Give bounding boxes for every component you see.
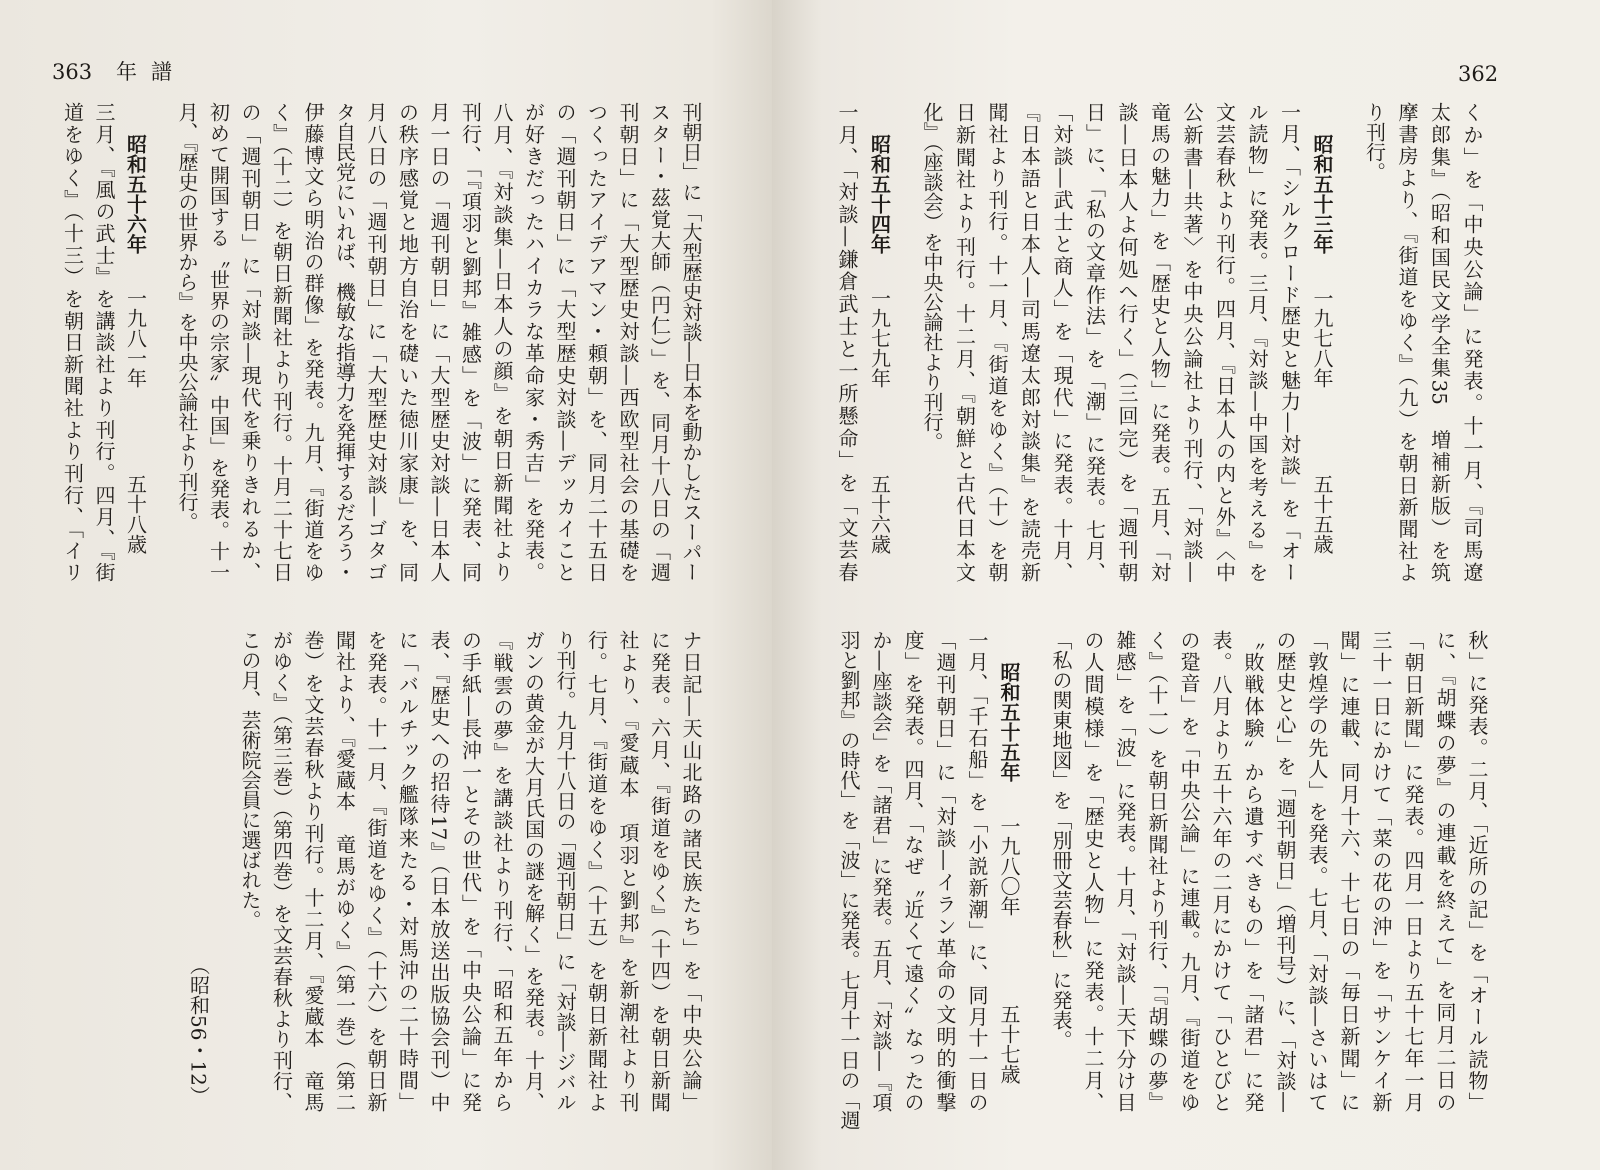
year-heading bbox=[119, 102, 151, 582]
text-column: 月八日の「週刊朝日」に「大型歴史対談―ゴタゴ bbox=[364, 102, 388, 582]
text-column: に、『胡蝶の夢』の連載を終えて」を同月二日の bbox=[1433, 630, 1457, 1112]
text-column: り刊行。九月十八日の「週刊朝日」に「対談―ジバル bbox=[553, 630, 577, 1112]
text-column: り刊行。 bbox=[1362, 102, 1387, 182]
text-column: 初めて開国する〝世界の宗家〟中国」を発表。十一 bbox=[206, 102, 231, 582]
text-column: がゆく』（第三巻）（第四巻）を文芸春秋より刊行、 bbox=[269, 630, 294, 1112]
page-number-left: 363 bbox=[52, 60, 93, 84]
text-column: 社より、『愛蔵本 項羽と劉邦』を新潮社より刊 bbox=[616, 630, 640, 1112]
text-column: の跫音」を「中央公論」に連載。九月、『街道をゆ bbox=[1177, 630, 1201, 1112]
text-column: 「私の関東地図」を「別冊文芸春秋」に発表。 bbox=[1049, 630, 1073, 1050]
western-year: 一九七九年 bbox=[867, 288, 892, 388]
right-page-lower-tier bbox=[813, 630, 1493, 1130]
year-heading bbox=[863, 102, 896, 582]
text-column: に「バルチック艦隊来たる・対馬沖の二十時間」 bbox=[395, 630, 420, 1112]
text-column: つくったアイデアマン・頼朝」を、同月二十五日 bbox=[584, 102, 609, 582]
left-page-lower-tier bbox=[146, 630, 706, 1112]
text-column: 「対談―武士と商人」を「現代」に発表。十月、 bbox=[1050, 102, 1074, 582]
text-column: 道をゆく』（十三）を朝日新聞社より刊行、「イリ bbox=[60, 102, 85, 582]
text-column: 日新聞社より刊行。十二月、『朝鮮と古代日本文 bbox=[952, 102, 977, 582]
age: 五十八歳 bbox=[123, 474, 148, 554]
year-heading bbox=[993, 630, 1025, 1112]
text-column: に発表。六月、『街道をゆく』（十四）を朝日新聞 bbox=[647, 630, 672, 1112]
text-column: 『戦雲の夢』を講談社より刊行、「昭和五年から bbox=[490, 630, 514, 1112]
left-page-upper-tier bbox=[41, 102, 706, 582]
text-column: 行。七月、『街道をゆく』（十五）を朝日新聞社よ bbox=[584, 630, 609, 1112]
running-head: 年譜 bbox=[116, 60, 186, 84]
age: 五十五歳 bbox=[1310, 474, 1334, 554]
text-column: か―座談会」を「諸君」に発表。五月、「対談―『項 bbox=[869, 630, 893, 1112]
text-column: の人間模様」を「歴史と人物」に発表。十二月、 bbox=[1081, 630, 1105, 1112]
text-column: 竜馬の魅力」を「歴史と人物」に発表。五月、「対 bbox=[1147, 102, 1172, 582]
text-column: タ自民党にいれば、機敏な指導力を発揮するだろう・ bbox=[332, 102, 357, 582]
text-column: 月一日の「週刊朝日」に「大型歴史対談―日本人 bbox=[427, 102, 451, 582]
text-column: ナ日記―天山北路の諸民族たち」を「中央公論」 bbox=[679, 630, 703, 1112]
date-note: （昭和56・12） bbox=[186, 955, 211, 1106]
text-column: く』（十二）を朝日新聞社より刊行。十月二十七日 bbox=[269, 102, 294, 582]
text-column: 一月、「千石船」を「小説新潮」に、同月十一日の bbox=[965, 630, 989, 1112]
text-column: 刊朝日」に「大型歴史対談―日本を動かしたスーパー bbox=[679, 102, 703, 582]
text-column: 巻）を文芸春秋より刊行。十二月、『愛蔵本 竜馬 bbox=[301, 630, 325, 1112]
text-column: 刊朝日」に「大型歴史対談―西欧型社会の基礎を bbox=[616, 102, 640, 582]
text-column: ガンの黄金が大月氏国の謎を解く」を発表。十月、 bbox=[521, 630, 546, 1112]
text-column: 八月、『対談集―日本人の顔』を朝日新聞社より bbox=[490, 102, 514, 582]
page-number-right: 362 bbox=[1458, 62, 1499, 86]
text-column: 三月、『風の武士』を講談社より刊行。四月、『街 bbox=[92, 102, 116, 582]
text-column: 日」に、「私の文章作法」を「潮」に発表。七月、 bbox=[1082, 102, 1107, 582]
text-column: 表、『歴史への招待17』（日本放送出版協会刊）中 bbox=[427, 630, 451, 1112]
text-column: 月、『歴史の世界から』を中央公論社より刊行。 bbox=[175, 102, 199, 532]
text-column: この月、芸術院会員に選ばれた。 bbox=[238, 630, 262, 930]
right-page-upper-tier bbox=[818, 102, 1488, 582]
text-column: が好きだったハイカラな革命家・秀吉」を発表。 bbox=[521, 102, 546, 582]
text-column: の手紙―長沖一とその世代」を「中央公論」に発 bbox=[458, 630, 483, 1112]
text-column: スター・茲覚大師（円仁）」を、同月十八日の「週 bbox=[647, 102, 672, 582]
text-column: 雑感」を「波」に発表。十月、「対談―天下分け目 bbox=[1113, 630, 1137, 1112]
western-year: 一九八一年 bbox=[123, 288, 148, 388]
text-column: を発表。十一月、『街道をゆく』（十六）を朝日新 bbox=[364, 630, 388, 1112]
age: 五十六歳 bbox=[867, 474, 892, 554]
text-column: 一月、「シルクロード歴史と魅力―対談」を「オー bbox=[1277, 102, 1302, 582]
text-column: 聞」に連載、同月十六、十七日の「毎日新聞」に bbox=[1337, 630, 1361, 1112]
text-column: 〝敗戦体験〟から遺すべきもの」を「諸君」に発 bbox=[1241, 630, 1265, 1112]
era-year: 昭和五十六年 bbox=[123, 134, 148, 254]
text-column: 表。八月より五十六年の二月にかけて「ひとびと bbox=[1209, 630, 1233, 1112]
text-column: 羽と劉邦』の時代」を「波」に発表。七月十一日の「週 bbox=[837, 630, 861, 1130]
year-heading bbox=[1306, 102, 1339, 582]
text-column: 化』（座談会）を中央公論社より刊行。 bbox=[920, 102, 944, 452]
text-column: 三十一日にかけて「菜の花の沖」を「サンケイ新 bbox=[1369, 630, 1393, 1112]
text-column: 公新書―共著〉を中央公論社より刊行、「対談― bbox=[1180, 102, 1204, 582]
text-column: ル読物」に発表。三月、『対談―中国を考える』を bbox=[1245, 102, 1269, 583]
era-year: 昭和五十三年 bbox=[1310, 134, 1334, 254]
western-year: 一九八〇年 bbox=[997, 816, 1021, 916]
text-column: の秩序感覚と地方自治を礎いた徳川家康」を、同 bbox=[395, 102, 420, 582]
western-year: 一九七八年 bbox=[1310, 288, 1334, 388]
text-column: の「週刊朝日」に「大型歴史対談―デッカイこと bbox=[553, 102, 577, 582]
text-column: 聞社より刊行。十一月、『街道をゆく』（十）を朝 bbox=[985, 102, 1009, 582]
text-column: 文芸春秋より刊行。四月、『日本人の内と外』〈中 bbox=[1212, 102, 1237, 582]
text-column: 「朝日新聞」に発表。四月一日より五十七年一月 bbox=[1401, 630, 1425, 1112]
text-column: 談―日本人よ何処へ行く」（三回完）を「週刊朝 bbox=[1115, 102, 1139, 582]
text-column: の歴史と心」を「週刊朝日」（増刊号）に、「対談― bbox=[1273, 630, 1297, 1112]
text-column: 摩書房より、『街道をゆく』（九）を朝日新聞社よ bbox=[1395, 102, 1419, 582]
text-column: 伊藤博文ら明治の群像」を発表。九月、『街道をゆ bbox=[301, 102, 325, 582]
era-year: 昭和五十四年 bbox=[867, 134, 892, 254]
text-column: く』（十一）を朝日新聞社より刊行、「『胡蝶の夢』 bbox=[1145, 630, 1169, 1112]
text-column: 『日本語と日本人―司馬遼太郎対談集』を読売新 bbox=[1017, 102, 1042, 582]
text-column: 度」を発表。四月、「なぜ〝近くて遠く〟なったの bbox=[901, 630, 925, 1112]
text-column: の「週刊朝日」に「対談―現代を乗りきれるか、 bbox=[238, 102, 262, 582]
text-column: 太郎集』（昭和国民文学全集35 増補新版）を筑 bbox=[1427, 102, 1452, 582]
text-column: 聞社より、『愛蔵本 竜馬がゆく』（第一巻）（第二 bbox=[332, 630, 357, 1112]
text-column: 秋」に発表。二月、「近所の記」を「オール読物」 bbox=[1465, 630, 1489, 1112]
text-column: 一月、「対談―鎌倉武士と一所懸命」を「文芸春 bbox=[835, 102, 859, 582]
text-column: 刊行、「『項羽と劉邦』雑感」を「波」に発表、同 bbox=[458, 102, 483, 582]
text-column: 「週刊朝日」に「対談―イラン革命の文明的衝撃 bbox=[933, 630, 957, 1112]
text-column: 「敦煌学の先人」を発表。七月、「対談―さいはて bbox=[1305, 630, 1329, 1112]
era-year: 昭和五十五年 bbox=[997, 662, 1021, 782]
text-column: くか」を「中央公論」に発表。十一月、『司馬遼 bbox=[1460, 102, 1484, 582]
age: 五十七歳 bbox=[997, 1004, 1021, 1084]
